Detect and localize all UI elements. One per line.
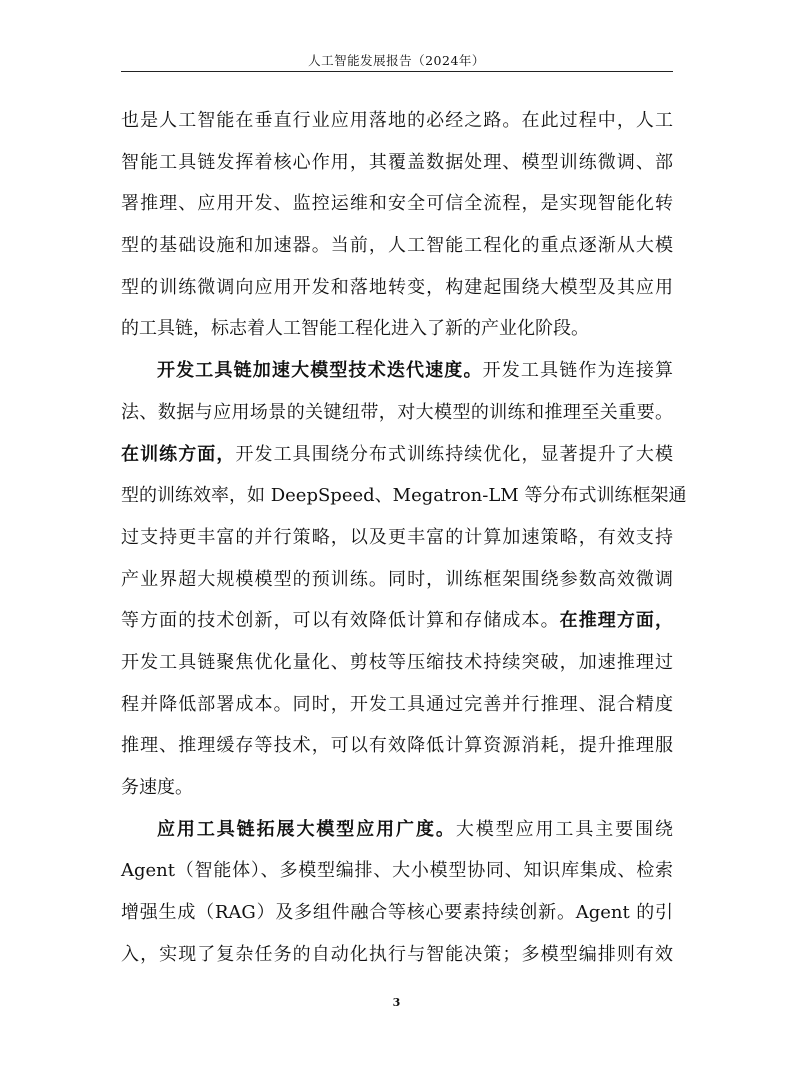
text-span: 开发工具围绕分布式训练持续优化，显著提升了大模 xyxy=(235,443,674,465)
header-divider xyxy=(121,71,673,72)
inference-label: 在推理方面， xyxy=(559,610,673,632)
text-line: 入，实现了复杂任务的自动化执行与智能决策；多模型编排则有效 xyxy=(121,943,673,965)
paragraph-lead: 开发工具链加速大模型技术迭代速度。 xyxy=(157,360,483,382)
text-line: 法、数据与应用场景的关键纽带，对大模型的训练和推理至关重要。 xyxy=(121,401,673,423)
text-line xyxy=(121,434,673,476)
text-line: 推理、推理缓存等技术，可以有效降低计算资源消耗，提升推理服 xyxy=(121,735,673,757)
page-number: 3 xyxy=(392,996,401,1009)
text-line: 过支持更丰富的并行策略，以及更丰富的计算加速策略，有效支持 xyxy=(121,526,673,548)
paragraph-2 xyxy=(121,350,687,809)
text-line: 型的训练微调向应用开发和落地转变，构建起围绕大模型及其应用 xyxy=(121,276,673,298)
text-span: 等方面的技术创新，可以有效降低计算和存储成本。 xyxy=(121,610,560,632)
text-span: 开发工具链作为连接算 xyxy=(482,360,674,382)
text-line: 署推理、应用开发、监控运维和安全可信全流程，是实现智能化转 xyxy=(121,193,673,215)
text-line: 也是人工智能在垂直行业应用落地的必经之路。在此过程中，人工 xyxy=(121,110,673,131)
text-line: 智能工具链发挥着核心作用，其覆盖数据处理、模型训练微调、部 xyxy=(121,151,673,173)
text-line: 开发工具链聚焦优化量化、剪枝等压缩技术持续突破，加速推理过 xyxy=(121,651,673,673)
text-line: 型的基础设施和加速器。当前，人工智能工程化的重点逐渐从大模 xyxy=(121,235,673,257)
text-line: 产业界超大规模模型的预训练。同时，训练框架围绕参数高效微调 xyxy=(121,568,673,590)
text-span: 大模型应用工具主要围绕 xyxy=(455,818,674,840)
text-line: 程并降低部署成本。同时，开发工具通过完善并行推理、混合精度 xyxy=(121,693,673,715)
training-label: 在训练方面， xyxy=(121,443,236,465)
paragraph-3 xyxy=(121,809,673,976)
text-line: 务速度。 xyxy=(121,777,193,798)
text-line: 型的训练效率，如 DeepSpeed、Megatron-LM 等分布式训练框架通 xyxy=(121,485,687,507)
text-line xyxy=(121,809,673,851)
running-header: 人工智能发展报告（2024年） xyxy=(308,53,485,68)
text-line xyxy=(121,350,673,392)
text-line: 的工具链，标志着人工智能工程化进入了新的产业化阶段。 xyxy=(121,318,589,340)
text-line: 增强生成（RAG）及多组件融合等核心要素持续创新。Agent 的引 xyxy=(121,902,673,924)
body-text xyxy=(121,100,687,975)
paragraph-lead: 应用工具链拓展大模型应用广度。 xyxy=(157,818,456,840)
text-line: Agent（智能体）、多模型编排、大小模型协同、知识库集成、检索 xyxy=(121,860,673,882)
text-line xyxy=(121,600,673,642)
paragraph-1 xyxy=(121,100,673,350)
